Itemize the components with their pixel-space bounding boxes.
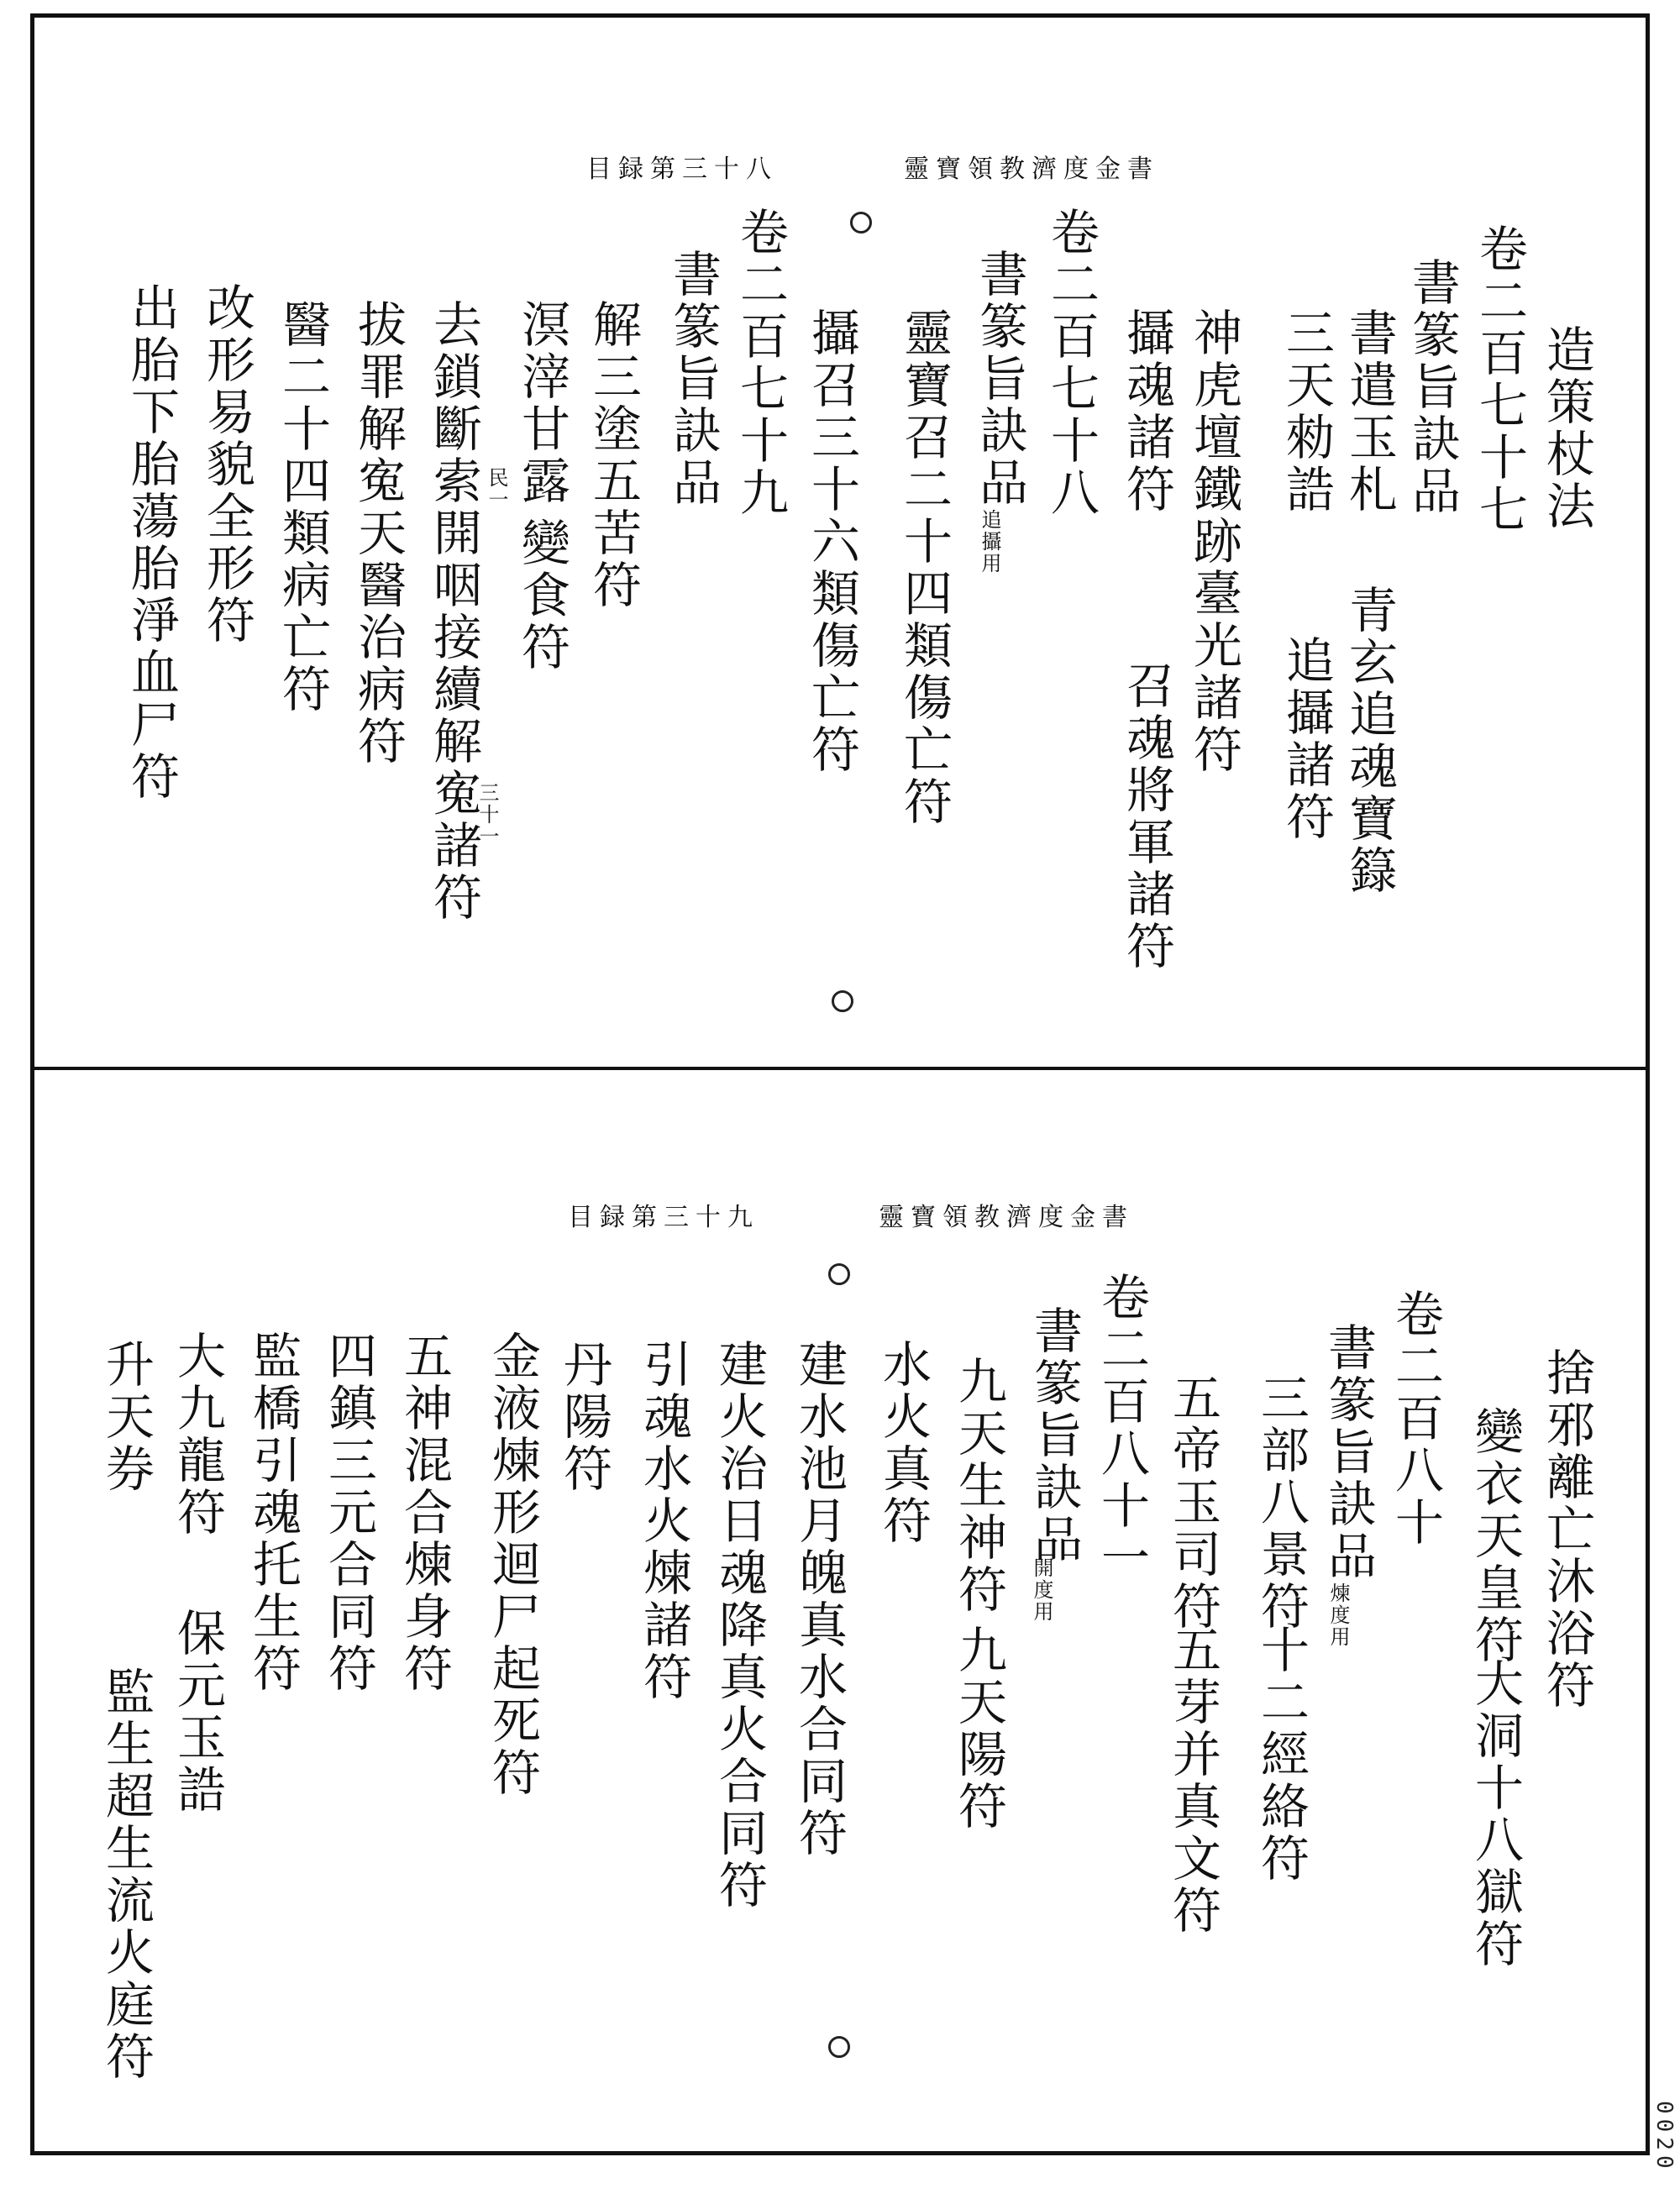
- entry: 召魂將軍諸符: [1118, 660, 1175, 973]
- volume-heading: 卷二百七十九: [732, 207, 789, 519]
- top-page: [30, 13, 1650, 1067]
- book-title: 靈寶領教濟度金書: [904, 155, 1159, 184]
- annotation: 開度用: [1030, 1557, 1053, 1623]
- binding-hole: [850, 212, 872, 234]
- entry: 改形易貌全形符: [198, 282, 255, 647]
- entry: 丹陽符: [555, 1339, 612, 1495]
- chapter-heading: 書篆旨訣品: [664, 249, 722, 509]
- bottom-page: [30, 1070, 1650, 2155]
- entry: 監生超生流火庭符: [97, 1666, 155, 2083]
- entry: 建水池月魄真水合同符: [790, 1339, 848, 1860]
- annotation: 煉度用: [1326, 1582, 1350, 1648]
- entry: 去鎖斷索開咽接續解寃諸符: [425, 299, 482, 924]
- chapter-heading: 書篆旨訣品: [971, 249, 1028, 509]
- chapter-heading: 書篆旨訣品: [1026, 1305, 1083, 1566]
- binding-hole: [828, 2036, 850, 2058]
- section-title: 目録第三十九: [568, 1203, 759, 1232]
- entry: 醫二十四類病亡符: [274, 299, 331, 716]
- volume-heading: 卷二百八十: [1387, 1288, 1444, 1549]
- entry: 四鎮三元合同符: [320, 1330, 377, 1695]
- entry: 五芽并真文符: [1164, 1624, 1221, 1937]
- chapter-heading: 書篆旨訣品: [1320, 1322, 1377, 1582]
- entry: 靈寶召二十四類傷亡符: [895, 307, 953, 828]
- entry: 攝召三十六類傷亡符: [803, 307, 860, 776]
- entry: 三部八景符: [1252, 1372, 1310, 1633]
- entry: 變食符: [513, 517, 570, 674]
- entry: 攝魂諸符: [1118, 307, 1175, 516]
- entry: 三天勑誥: [1278, 307, 1335, 516]
- annotation: 民一: [485, 467, 508, 511]
- entry: 青玄追魂寶籙: [1341, 585, 1398, 897]
- entry: 追攝諸符: [1278, 635, 1335, 843]
- entry: 建火治日魂降真火合同符: [711, 1339, 768, 1912]
- binding-hole: [832, 990, 853, 1012]
- entry: 五神混合煉身符: [396, 1330, 453, 1695]
- entry: 神虎壇鐵跡臺光諸符: [1185, 307, 1242, 776]
- volume-heading: 卷二百八十一: [1093, 1272, 1150, 1584]
- entry: 造策杖法: [1538, 324, 1595, 533]
- entry: 九天生神符: [950, 1356, 1007, 1616]
- entry: 金液煉形迴尸起死符: [484, 1330, 541, 1799]
- entry: 捨邪離亡沐浴符: [1538, 1347, 1595, 1712]
- entry: 五帝玉司符: [1164, 1372, 1221, 1633]
- binding-hole: [828, 1263, 850, 1285]
- section-title: 目録第三十八: [586, 155, 778, 184]
- top-header: [30, 148, 1650, 198]
- entry: 溟滓甘露: [513, 299, 570, 507]
- entry: 變衣天皇符: [1467, 1406, 1524, 1666]
- page-number: 0020: [1651, 2101, 1677, 2174]
- annotation: 追攝用: [978, 509, 1001, 575]
- entry: 九天陽符: [950, 1624, 1007, 1833]
- volume-heading: 卷二百七十八: [1042, 207, 1100, 519]
- entry: 出胎下胎蕩胎淨血尸符: [123, 282, 180, 803]
- entry: 十二經絡符: [1252, 1624, 1310, 1885]
- entry: 大洞十八獄符: [1467, 1658, 1524, 1971]
- entry: 監橋引魂托生符: [244, 1330, 302, 1695]
- entry: 升天券: [97, 1339, 155, 1495]
- book-title: 靈寶領教濟度金書: [879, 1203, 1134, 1232]
- entry: 拔罪解寃天醫治病符: [349, 299, 407, 768]
- entry: 解三塗五苦符: [585, 299, 642, 611]
- bottom-header: [30, 1196, 1650, 1246]
- entry: 大九龍符: [169, 1330, 226, 1539]
- chapter-heading: 書篆旨訣品: [1404, 257, 1461, 517]
- entry: 水火真符: [874, 1339, 932, 1547]
- volume-heading: 卷二百七十七: [1471, 223, 1528, 536]
- entry: 保元玉誥: [169, 1608, 226, 1816]
- annotation: 三十一: [475, 782, 499, 848]
- entry: 書遣玉札: [1341, 307, 1398, 516]
- entry: 引魂水火煉諸符: [635, 1339, 692, 1703]
